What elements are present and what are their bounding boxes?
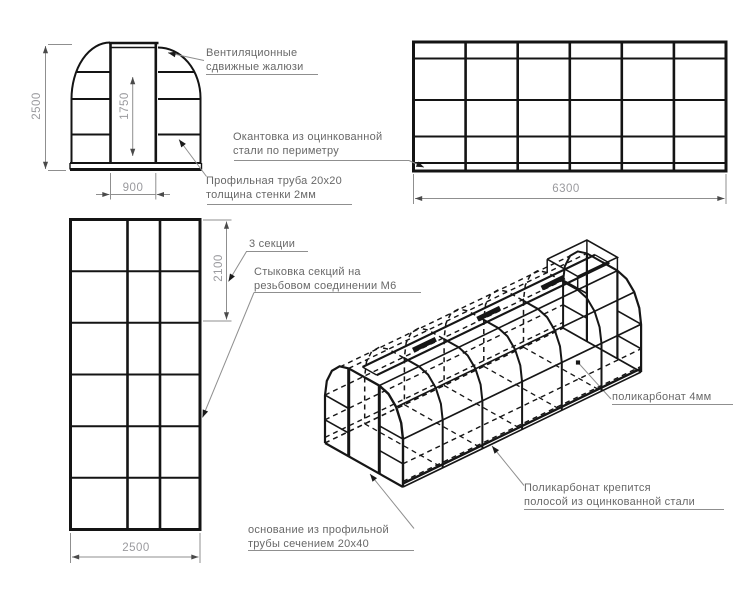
label-joint-line1: Стыковка секций на [254,266,361,278]
label-polyfix-line2: полосой из оцинкованной стали [524,495,696,508]
label-base-line1: основание из профильной [248,524,389,536]
label-joint [254,266,396,293]
label-polyfix [524,482,695,509]
side-view [414,42,727,171]
label-poly [612,391,711,405]
label-joint-line2: резьбовом соединении М6 [254,279,397,292]
label-tube-line2: толщина стенки 2мм [206,188,317,201]
label-base-line2: трубы сечением 20х40 [248,537,369,550]
label-sections-line1: 3 секции [249,238,296,250]
dim-length: 6300 [552,183,580,195]
label-edging-line1: Окантовка из оцинкованной [233,131,383,143]
label-base [248,524,389,551]
label-vent-line2: сдвижные жалюзи [206,60,304,73]
dim-front-height: 2500 [31,92,43,120]
label-vent [206,47,304,74]
label-polyfix-line1: Поликарбонат крепится [524,482,651,494]
label-tube [206,175,342,202]
label-tube-line1: Профильная труба 20х20 [206,175,343,187]
dim-door-width: 900 [122,182,144,194]
front-view [70,43,202,170]
label-edging [233,131,382,158]
label-edging-line2: стали по периметру [233,144,339,157]
dim-plan-width: 2500 [122,542,150,554]
label-vent-line1: Вентиляционные [206,47,298,59]
dim-door-height: 1750 [119,92,131,120]
label-poly-line1: поликарбонат 4мм [612,391,712,403]
leader-lines [168,53,733,551]
label-sections [249,238,295,252]
dim-section-length: 2100 [213,254,225,282]
plan-view [71,220,201,530]
